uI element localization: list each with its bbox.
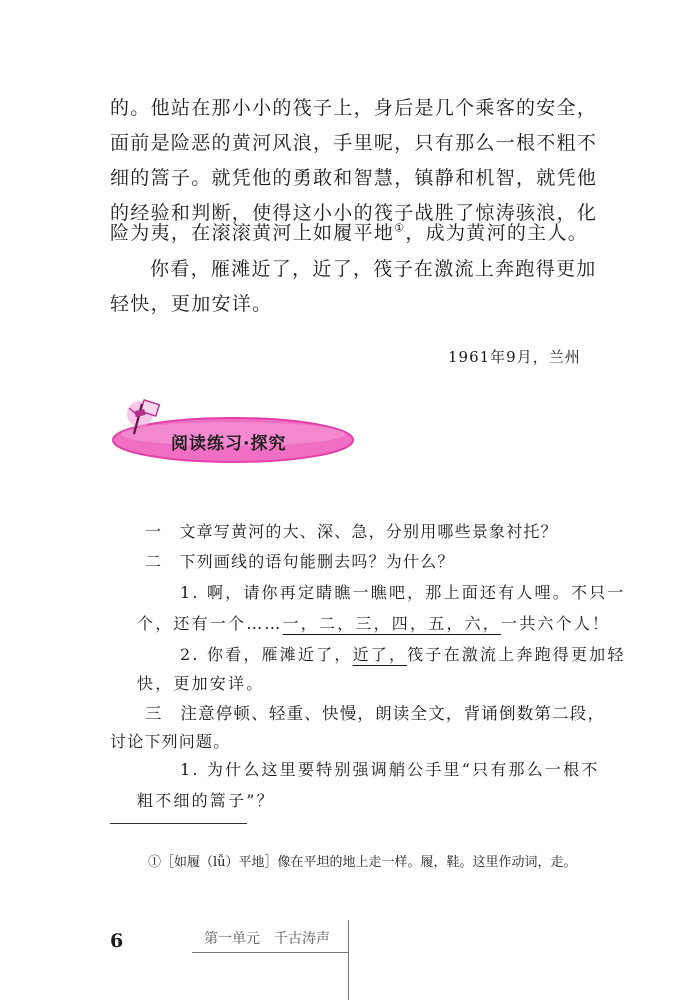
exercise-q3-item1-line2: 粗不细的篙子”？ [137, 791, 275, 810]
body-line-4: 的经验和判断，使得这小小的筏子战胜了惊涛骇浪，化 [110, 202, 598, 224]
body-line-5-start: 险为夷，在滚滚黄河上如履平地 [110, 222, 395, 244]
exercise-q2-item1-line1: 1. 啊，请你再定睛瞧一瞧吧，那上面还有人哩。不只一 [180, 583, 626, 602]
body-line-1: 的。他站在那小小的筏子上，身后是几个乘客的安全， [110, 97, 598, 119]
section-banner [108, 392, 358, 472]
body-line-5 [110, 218, 588, 245]
footnote-ref-marker: ① [394, 221, 406, 235]
exercise-q2-item1-pre: 个，还有一个…… [137, 614, 283, 633]
underlined-phrase-counting: 一，二，三，四，五，六， [282, 614, 502, 633]
exercise-q2-item2-pre: 2. 你看，雁滩近了， [180, 645, 353, 664]
underlined-phrase-jinle: 近了， [352, 645, 408, 664]
section-banner-title: 阅读练习·探究 [171, 434, 287, 454]
body-line-3: 细的篙子。就凭他的勇敢和智慧，镇静和机智，就凭他 [110, 167, 598, 189]
exercise-q2-item2-line1 [180, 642, 626, 665]
body-para2-line-2: 轻快，更加安详。 [110, 293, 273, 315]
exercise-q1: 一 文章写黄河的大、深、急，分别用哪些景象衬托？ [145, 522, 558, 541]
footnote-text: ①［如履（lǚ）平地］像在平坦的地上走一样。履，鞋。这里作动词，走。 [148, 855, 577, 870]
running-footer-unit: 第一单元 千古涛声 [204, 931, 330, 947]
page-number: 6 [110, 930, 124, 952]
body-line-2: 面前是险恶的黄河风浪，手里呢，只有那么一根不粗不 [110, 132, 598, 154]
body-para2-line-1: 你看，雁滩近了，近了，筏子在激流上奔跑得更加 [150, 258, 597, 280]
exercise-q2-item2-post: 筏子在激流上奔跑得更加轻 [407, 645, 626, 664]
footer-rule [192, 952, 348, 953]
body-line-5-end: ，成为黄河的主人。 [405, 222, 589, 244]
exercise-q2-item1-line2 [137, 611, 610, 634]
dateline: 1961年9月，兰州 [448, 348, 581, 366]
footer-divider [348, 920, 349, 1000]
exercise-q3-item1-line1: 1. 为什么这里要特别强调艄公手里“只有那么一根不 [180, 760, 600, 779]
exercise-q2-item2-line2: 快，更加安详。 [137, 674, 265, 693]
footnote-rule [110, 823, 247, 824]
exercise-q3-line1: 三 注意停顿、轻重、快慢，朗读全文，背诵倒数第二段， [145, 704, 606, 723]
exercise-q2: 二 下列画线的语句能删去吗？为什么？ [145, 552, 455, 571]
pen-flag-icon [124, 394, 174, 444]
exercise-q3-line2: 讨论下列问题。 [110, 732, 231, 751]
exercise-q2-item1-post: 一共六个人！ [501, 614, 611, 633]
